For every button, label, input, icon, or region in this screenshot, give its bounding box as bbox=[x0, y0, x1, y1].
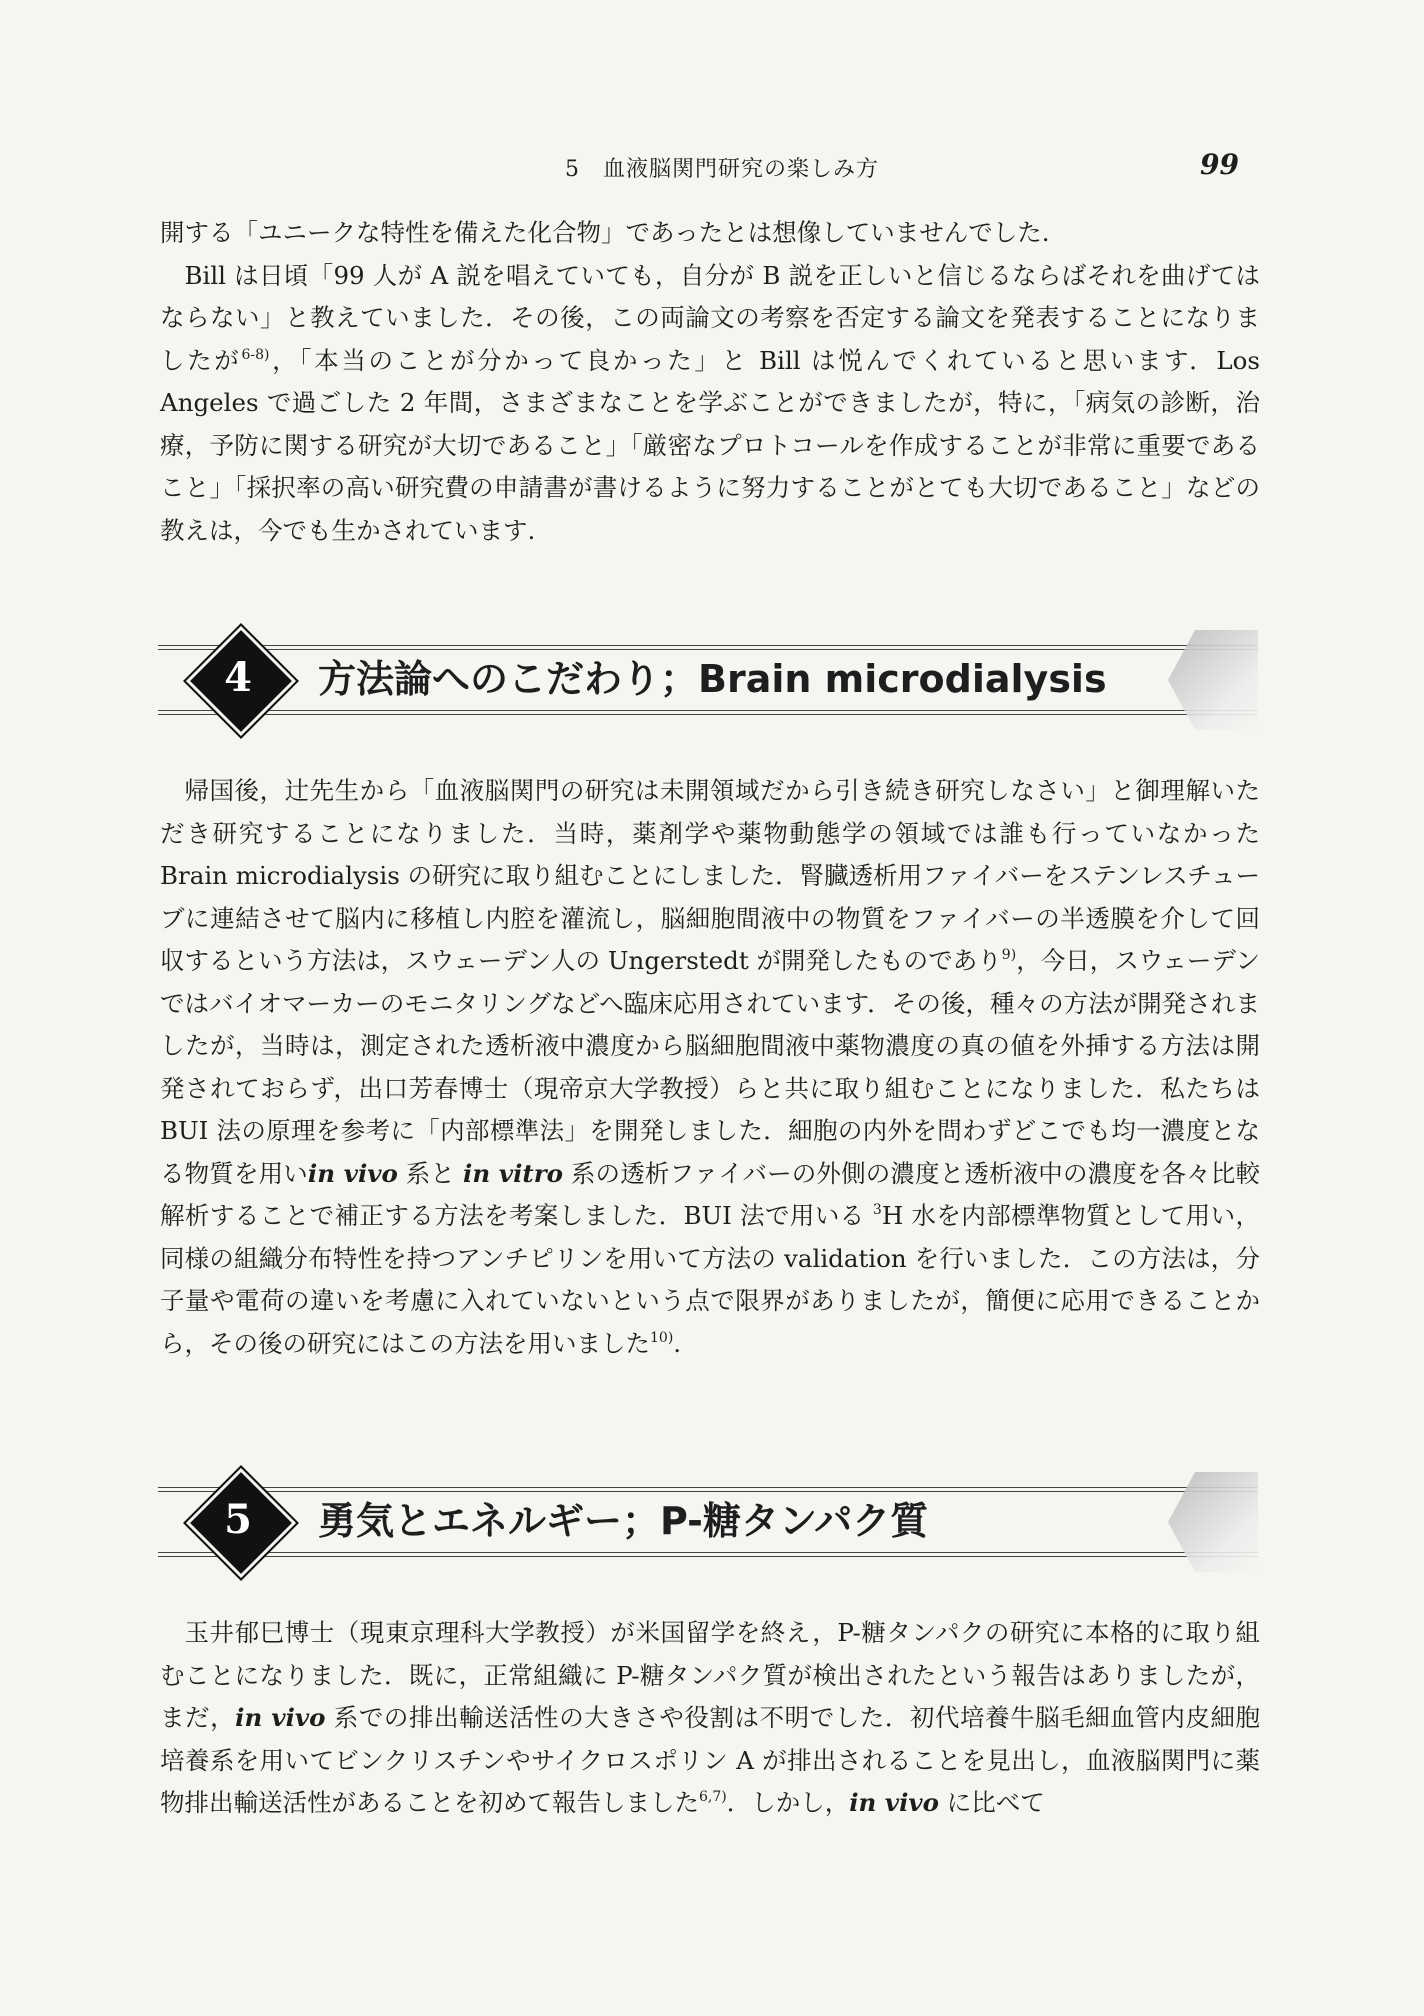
running-head-title: 5 血液脳関門研究の楽しみ方 bbox=[565, 157, 879, 182]
text-segment: 系と bbox=[397, 1158, 464, 1188]
text-segment: Bill は日頃「99 人が A 説を唱えていても，自分が B 説を正しいと信じるならばそれを曲げてはならない」と教えていました．その後，この両論文の考察を否定する論文を発表することになりましたが bbox=[160, 260, 1260, 375]
reference-superscript: 6-8) bbox=[241, 346, 270, 363]
text-segment: ，今日，スウェーデンではバイオマーカーのモニタリングなどへ臨床応用されています．その後，種々の方法が開発されましたが，当時は，測定された透析液中濃度から脳細胞間液中薬物濃度の真の値を外挿する方法は開発されておらず，出口芳春博士（現帝京大学教授）らと共に取り組むことになりました．私たちは BUI 法の原理を参考に「内部標準法」を開発しました．細胞の内外を問わずどこでも均一濃度となる物質を用い bbox=[160, 946, 1261, 1188]
section-number-badge bbox=[184, 1466, 292, 1574]
section-title: 勇気とエネルギー；P-糖タンパク質 bbox=[318, 1499, 929, 1543]
italic-term: in vivo bbox=[849, 1788, 940, 1817]
reference-superscript: 6,7) bbox=[699, 1789, 727, 1805]
heading-rule-top bbox=[158, 645, 1258, 650]
paragraph bbox=[160, 255, 1260, 553]
section-title: 方法論へのこだわり；Brain microdialysis bbox=[318, 657, 1107, 701]
text-segment: H 水を内部標準物質として用い，同様の組織分布特性を持つアンチピリンを用いて方法の validation を行いました．この方法は，分子量や電荷の違いを考慮に入れていないという点で限界がありましたが，簡便に応用できることから，その後の研究にはこの方法を用いました bbox=[160, 1201, 1261, 1358]
italic-term: in vitro bbox=[463, 1158, 563, 1188]
text-segment: ，「本当のことが分かって良かった」と Bill は悦んでくれていると思います．Los Angeles で過ごした 2 年間，さまざまなことを学ぶことができましたが，特に，「病気の診断，治療，予防に関する研究が大切であること」「厳密なプロトコールを作成することが非常に重要であること」「採択率の高い研究費の申請書が書けるように努力することがとても大切であること」などの教えは，今でも生かされています. bbox=[160, 345, 1261, 545]
paragraph bbox=[160, 212, 1260, 255]
text-segment: 帰国後，辻先生から「血液脳関門の研究は未開領域だから引き続き研究しなさい」と御理解いただき研究することになりました．当時，薬剤学や薬物動態学の領域では誰も行っていなかった Brain microdialysis の研究に取り組むことにしました．腎臓透析用ファイバーをステンレスチューブに連結させて脳内に移植し内腔を灌流し，脳細胞間液中の物質をファイバーの半透膜を介して回収するという方法は，スウェーデン人の Ungerstedt が開発したものであり bbox=[160, 776, 1260, 975]
text-segment: ．しかし， bbox=[726, 1788, 850, 1817]
italic-term: in vivo bbox=[307, 1158, 398, 1188]
page-number: 99 bbox=[1200, 148, 1239, 181]
italic-term: in vivo bbox=[235, 1703, 326, 1732]
paragraph bbox=[160, 770, 1260, 1365]
heading-rule-top bbox=[158, 1487, 1258, 1492]
heading-rule-bottom bbox=[158, 710, 1258, 715]
section-number: 5 bbox=[224, 1496, 252, 1543]
text-segment: 系での排出輸送活性の大きさや役割は不明でした．初代培養牛脳毛細血管内皮細胞培養系を用いてビンクリスチンやサイクロスポリン A が排出されることを見出し，血液脳関門に薬物排出輸送活性があることを初めて報告しました bbox=[160, 1703, 1260, 1817]
text-segment: . bbox=[673, 1328, 682, 1358]
section-heading-4 bbox=[158, 620, 1258, 740]
paragraph bbox=[160, 1612, 1260, 1825]
reference-superscript: 10) bbox=[650, 1329, 674, 1346]
body-text-block-2 bbox=[160, 770, 1260, 1365]
section-number: 4 bbox=[224, 654, 252, 701]
section-number-badge bbox=[184, 624, 292, 732]
text-segment: 系の透析ファイバーの外側の濃度と透析液中の濃度を各々比較解析することで補正する方法を考案しました．BUI 法で用いる bbox=[160, 1158, 1261, 1230]
running-head bbox=[0, 148, 1424, 192]
text-segment: 開する「ユニークな特性を備えた化合物」であったとは想像していませんでした. bbox=[160, 218, 1050, 247]
text-segment: に比べて bbox=[939, 1788, 1045, 1817]
heading-rule-bottom bbox=[158, 1552, 1258, 1557]
text-segment: 玉井郁巳博士（現東京理科大学教授）が米国留学を終え，P-糖タンパクの研究に本格的に取り組むことになりました．既に，正常組織に P-糖タンパク質が検出されたという報告はありましたが，まだ， bbox=[160, 1618, 1260, 1732]
section-heading-5 bbox=[158, 1462, 1258, 1582]
body-text-block-3 bbox=[160, 1612, 1260, 1825]
body-text-block-1 bbox=[160, 212, 1260, 552]
isotope-superscript: 3 bbox=[872, 1202, 882, 1218]
reference-superscript: 9) bbox=[1001, 947, 1017, 963]
